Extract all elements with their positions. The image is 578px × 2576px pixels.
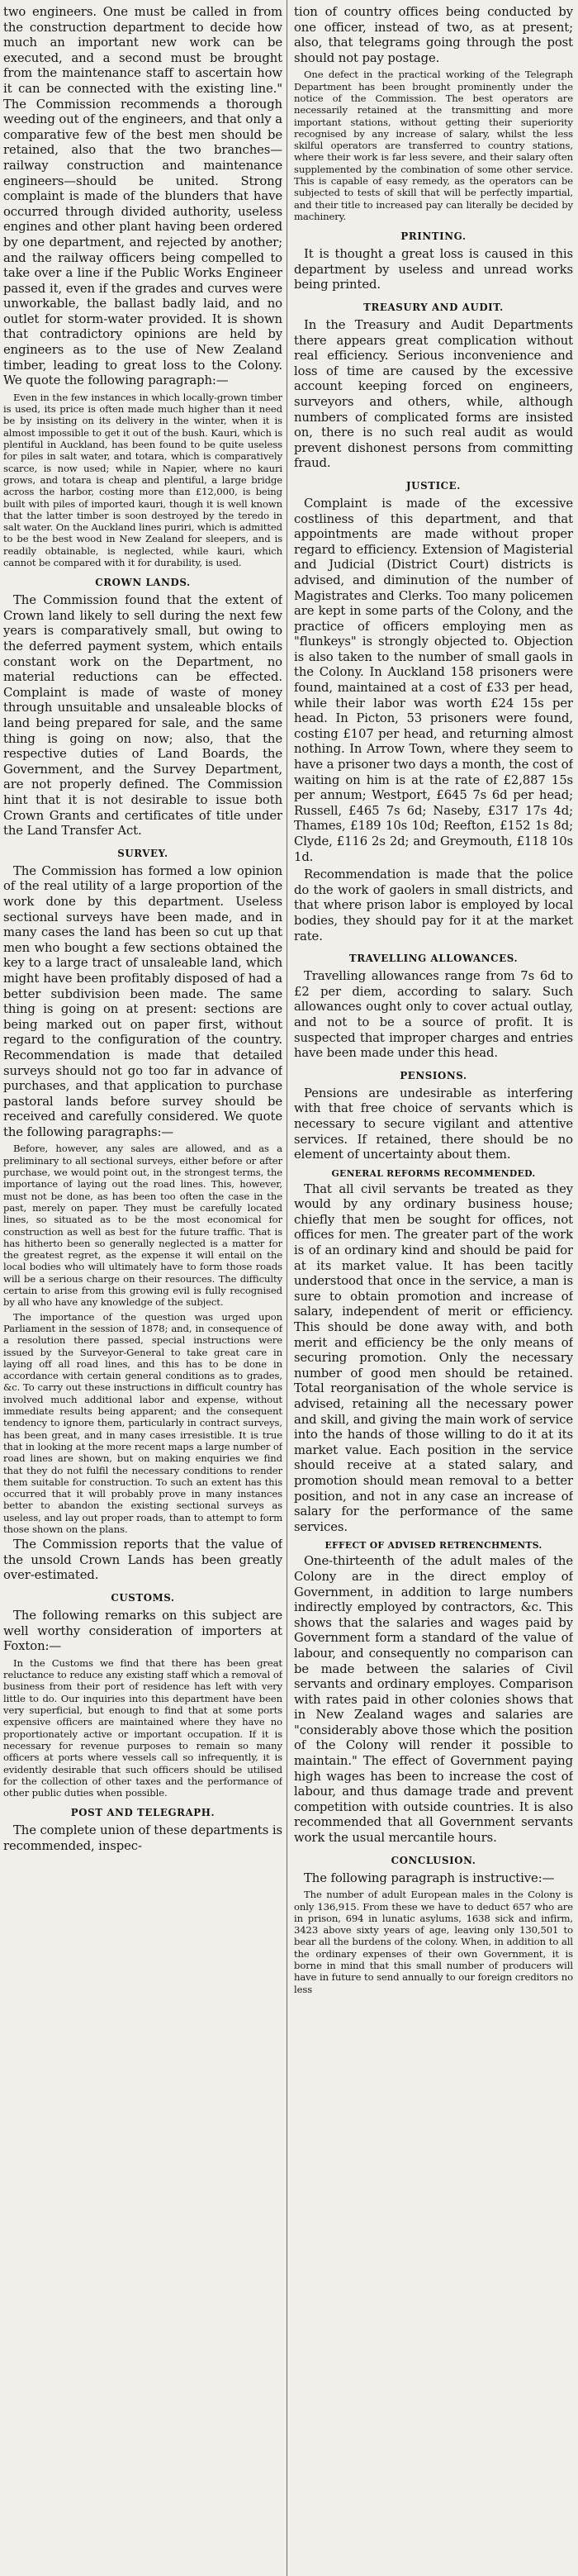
quoted-paragraph: In the Customs we find that there has been great reluctance to reduce any existing staff which a removal of business from their port of residence has left with very little to do. Our inquiries into this department have been very superficial, but enough to find that at some ports expensive officers are maintained where they have no proportionately active or important occupation. If it is necessary for revenue purposes to remain so many officers at ports where vessels call so infrequently, it is evidently desirable that such officers should be utilised for the collection of other taxes and the performance of other public duties when possible. <box>3 1656 282 1799</box>
section-heading: PRINTING. <box>400 231 467 243</box>
section-heading: CROWN LANDS. <box>95 577 191 589</box>
section-heading: TREASURY AND AUDIT. <box>363 302 504 314</box>
section-heading: CONCLUSION. <box>391 1854 476 1866</box>
paragraph: It is thought a great loss is caused in this department by useless and unread works being printed. <box>294 247 573 292</box>
paragraph: Travelling allowances range from 7s 6d to £2 per diem, according to salary. Such allowances ought only to cover actual outlay, and not to be a source of profit. It is suspected that improper charges and entries have been made under this head. <box>294 969 573 1061</box>
quoted-paragraph: The importance of the question was urged upon Parliament in the session of 1878; and, in consequence of a resolution there passed, special instructions were issued by the Surveyor-General to take great care in laying off all road lines, and this has to be done in accordance with certain general conditions as to grades, &c. To carry out these instructions in difficult country has involved much additional labor and expense, without immediate results being apparent; and the consequent tendency to ignore them, particularly in contract surveys, has been great, and in many cases irresistible. It is true that in looking at the more recent maps a large number of road lines are shown, but on making enquiries we find that they do not fulfil the necessary conditions to render them suitable for construction. To such an extent has this occurred that it will probably prove in many instances better to abandon the existing sectional surveys as useless, and lay out proper roads, than to attempt to form those shown on the plans. <box>3 1310 282 1535</box>
paragraph: In the Treasury and Audit Departments there appears great complication without real efficiency. Serious inconvenience and loss of time are caused by the excessive account keeping forced on engineers, surveyors and others, while, although numbers of complicated forms are insisted on, there is no such real audit as would prevent dishonest persons from committing fraud. <box>294 318 573 471</box>
paragraph: The Commission has formed a low opinion of the real utility of a large proportion of the work done by this department. Useless sectional surveys have been made, and in many cases the land has been so cut up that men who bought a few sections obtained the key to a large tract of unsaleable land, which might have been profitably disposed of had a better subdivision been made. The same thing is going on at present: sections are being marked out on paper first, without regard to the configuration of the country. Recommendation is made that detailed surveys should not go too far in advance of purchases, and that application to purchase pastoral lands before survey should be received and carefully considered. We quote the following paragraphs:— <box>3 863 282 1139</box>
section-heading: TRAVELLING ALLOWANCES. <box>348 953 519 965</box>
quoted-paragraph: The number of adult European males in the Colony is only 136,915. From these we have to deduct 657 who are in prison, 694 in lunatic asylums, 1638 sick and infirm, 3423 above sixty years of age, leaving only 130,501 to bear all the burdens of the colony. When, in addition to all the ordinary expenses of their own Government, it is borne in mind that this small number of producers will have in future to send annually to our foreign creditors no less <box>294 1889 573 1995</box>
paragraph: That all civil servants be treated as they would by any ordinary business house; chiefly that men be sought for offices, not offices for men. The greater part of the work is of an ordinary kind and should be paid for at its market value. It has been tacitly understood that once in the service, a man is sure to obtain promotion and increase of salary, independent of merit or efficiency. This should be done away with, and both merit and efficiency be the only means of securing promotion. Only the necessary number of good men should be retained. Total reorganisation of the whole service is advised, retaining all the necessary power and skill, and giving the main work of service into the hands of those willing to do it at its market value. Each position in the service should receive at a stated salary, and promotion should mean removal to a better position, and not in any case an increase of salary for the performance of the same services. <box>294 1181 573 1534</box>
paragraph: Pensions are undesirable as interfering with that free choice of servants which is necessary to secure vigilant and attentive services. If retained, there should be no element of uncertainty about them. <box>294 1086 573 1162</box>
section-heading: POST AND TELEGRAPH. <box>70 1807 216 1819</box>
paragraph: Complaint is made of the excessive costliness of this department, and that appointments are made without proper regard to efficiency. Extension of Magisterial and Judicial (District Court) districts is advised, and diminution of the number of Magistrates and Clerks. Too many policemen are kept in some parts of the Colony, and the practice of officers employing men as "flunkeys" is strongly objected to. Objection is also taken to the number of small gaols in the Colony. In Auckland 158 prisoners were found, maintained at a cost of £33 per head, while their labor was worth £24 15s per head. In Picton, 53 prisoners were found, costing £107 per head, and returning almost nothing. In Arrow Town, where they seem to have a prisoner two days a month, the cost of waiting on him is at the rate of £2,887 15s per annum; Westport, £645 7s 6d per head; Russell, £465 7s 6d; Naseby, £317 17s 4d; Thames, £189 10s 10d; Reefton, £152 1s 8d; Clyde, £116 2s 2d; and Greymouth, £118 10s 1d. <box>294 496 573 864</box>
section-heading: GENERAL REFORMS RECOMMENDED. <box>331 1167 536 1179</box>
paragraph: The following remarks on this subject are well worthy consideration of importers at Foxton:— <box>3 1609 282 1654</box>
paragraph: One-thirteenth of the adult males of the Colony are in the direct employ of Government, in addition to large numbers indirectly employed by contractors, &c. This shows that the salaries and wages paid by Government form a standard of the value of labour, and consequently no comparison can be made between the salaries of Civil servants and ordinary employes. Comparison with rates paid in other colonies shows that in New Zealand wages and salaries are "considerably above those which the position of the Colony will render it possible to maintain." The effect of Government paying high wages has been to increase the cost of labour, and thus damage trade and prevent competition with outside countries. It is also recommended that all Government servants work the usual mercantile hours. <box>294 1554 573 1846</box>
paragraph: The Commission found that the extent of Crown land likely to sell during the next few years is comparatively small, but owing to the deferred payment system, which entails constant work on the Department, no material reductions can be effected. Complaint is made of waste of money through unsuitable and unsaleable blocks of land being prepared for sale, and the same thing is going on now; also, that the respective duties of Land Boards, the Government, and the Survey Department, are not properly defined. The Commission hint that it is not desirable to issue both Crown Grants and certificates of title under the Land Transfer Act. <box>3 593 282 839</box>
paragraph: tion of country offices being conducted by one officer, instead of two, as at present; also, that telegrams going through the post should not pay postage. <box>294 5 573 65</box>
quoted-paragraph: Before, however, any sales are allowed, and as a preliminary to all sectional surveys, either before or after purchase, we would point out, in the strongest terms, the importance of laying out the road lines. This, however, must not be done, as has been too often the case in the past, merely on paper. They must be carefully located lines, so situated as to be the most economical for construction as well as best for the future traffic. That is has hitherto been so generally neglected is a matter for the greatest regret, as the expense it will entail on the local bodies who will ultimately have to form those roads will be a serious charge on their resources. The difficulty certain to arise from this growing evil is fully recognised by all who have any knowledge of the subject. <box>3 1143 282 1309</box>
section-heading: SURVEY. <box>117 847 168 859</box>
right-column <box>294 5 573 2576</box>
paragraph: The Commission reports that the value of the unsold Crown Lands has been greatly over-estimated. <box>3 1538 282 1583</box>
paragraph: The complete union of these departments is recommended, inspec- <box>3 1823 282 1853</box>
quoted-paragraph: One defect in the practical working of the Telegraph Department has been brought prominently under the notice of the Commission. The best operators are necessarily retained at the transmitting and more important stations, without getting their superiority recognised by any increase of salary, whilst the less skilful operators are transferred to country stations, where their work is far less severe, and their salary often supplemented by the combination of some other service. This is capable of easy remedy, as the operators can be subjected to tests of skill that will be perfectly impartial, and their title to increased pay can literally be decided by machinery. <box>294 69 573 222</box>
section-heading: CUSTOMS. <box>111 1592 175 1604</box>
paragraph: two engineers. One must be called in from the construction department to decide how much an important new work can be executed, and a second must be brought from the maintenance staff to ascertain how it can be connected with the existing line." The Commission recommends a thorough weeding out of the engineers, and that only a comparative few of the best men should be retained, also that the two branches—railway construction and maintenance engineers—should be united. Strong complaint is made of the blunders that have occurred through divided authority, useless engines and other plant having been ordered by one department, and rejected by another; and the railway officers being compelled to take over a line if the Public Works Engineer passed it, even if the grades and curves were unworkable, the ballast badly laid, and no outlet for storm-water provided. It is shown that contradictory opinions are held by engineers as to the use of New Zealand timber, leading to great loss to the Colony. We quote the following paragraph:— <box>3 5 282 388</box>
section-heading: EFFECT OF ADVISED RETRENCHMENTS. <box>325 1540 542 1552</box>
section-heading: JUSTICE. <box>406 479 461 492</box>
paragraph: Recommendation is made that the police do the work of gaolers in small districts, and that where prison labor is employed by local bodies, they should pay for it at the market rate. <box>294 867 573 943</box>
left-column <box>3 5 282 2576</box>
paragraph: The following paragraph is instructive:— <box>304 1870 555 1885</box>
section-heading: PENSIONS. <box>400 1069 467 1081</box>
quoted-paragraph: Even in the few instances in which locally-grown timber is used, its price is often made much higher than it need be by insisting on its delivery in the winter, when it is almost impossible to get it out of the bush. Kauri, which is plentiful in Auckland, has been found to be quite useless for piles in salt water, and totara, which is comparatively scarce, is now used; while in Napier, where no kauri grows, and totara is cheap and plentiful, a large bridge across the harbor, costing more than £12,000, is being built with piles of imported kauri, though it is well known that the latter timber is soon destroyed by the teredo in salt water. On the Auckland lines puriri, which is admitted to be the best wood in New Zealand for sleepers, and is readily obtainable, is neglected, while kauri, which cannot be compared with it for durability, is used. <box>3 391 282 568</box>
